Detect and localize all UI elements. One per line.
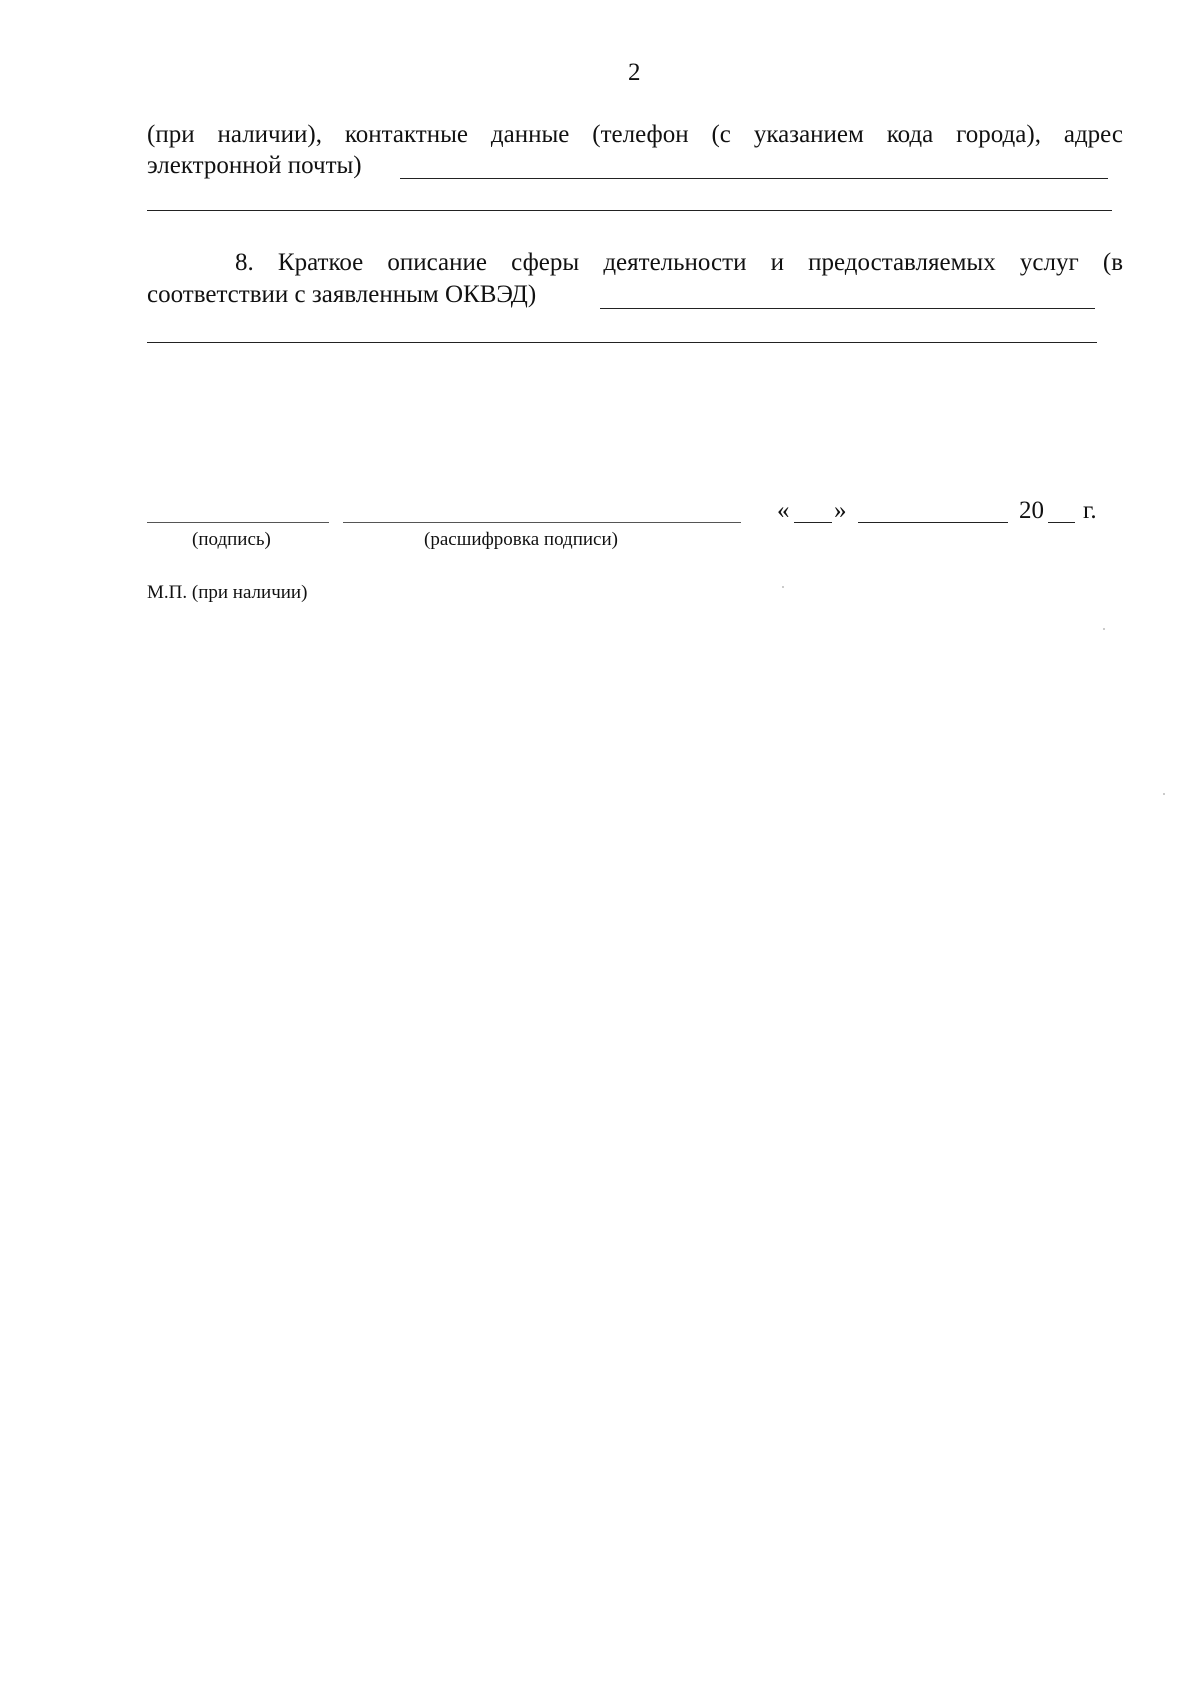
page-number: 2 bbox=[628, 59, 641, 86]
okved-fill-line-2 bbox=[147, 342, 1097, 343]
decryption-line bbox=[343, 522, 741, 523]
date-year-prefix: 20 bbox=[1019, 497, 1044, 524]
scan-speck bbox=[782, 586, 784, 588]
date-quote-close: » bbox=[834, 497, 847, 524]
date-year-suffix: г. bbox=[1083, 497, 1097, 524]
decryption-caption: (расшифровка подписи) bbox=[424, 529, 618, 550]
signature-line bbox=[147, 522, 329, 523]
section8-line2: соответствии с заявленным ОКВЭД) bbox=[147, 281, 537, 308]
stamp-note: М.П. (при наличии) bbox=[147, 582, 308, 603]
contact-paragraph-line2: электронной почты) bbox=[147, 152, 362, 179]
date-quote-open: « bbox=[777, 497, 790, 524]
date-month-line bbox=[858, 522, 1008, 523]
section8-line1: 8. Краткое описание сферы деятельности и предоставляемых услуг (в bbox=[235, 249, 1123, 276]
date-year-line bbox=[1048, 522, 1075, 523]
contact-fill-line-2 bbox=[147, 210, 1112, 211]
contact-paragraph-line1: (при наличии), контактные данные (телефон (с указанием кода города), адрес bbox=[147, 121, 1123, 148]
signature-caption: (подпись) bbox=[192, 529, 271, 550]
date-day-line bbox=[794, 522, 832, 523]
okved-fill-line bbox=[600, 308, 1095, 309]
scan-speck bbox=[1163, 793, 1165, 795]
scan-speck bbox=[1103, 628, 1105, 630]
email-fill-line bbox=[400, 178, 1108, 179]
